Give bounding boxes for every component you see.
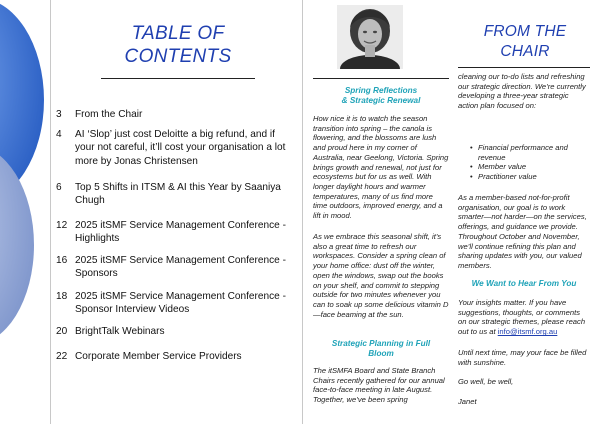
- toc-entry[interactable]: [56, 128, 292, 168]
- toc-entry-text: From the Chair: [75, 109, 143, 120]
- subheading-spring-reflections: [313, 86, 449, 106]
- strategic-focus-list: [458, 143, 590, 182]
- subheading-line: Strategic Planning in Full: [331, 339, 431, 348]
- list-item: • Financial performance and revenue: [458, 143, 590, 162]
- toc-entry-text: 2025 itSMF Service Management Conference - Sponsors: [75, 255, 286, 280]
- paragraph-sunshine: Until next time, may your face be filled with sunshine.: [458, 348, 587, 367]
- toc-divider: [101, 78, 255, 79]
- email-link[interactable]: info@itsmf.org.au: [497, 327, 558, 337]
- subheading-hear-from-you: We Want to Hear From You: [471, 279, 577, 288]
- toc-entry[interactable]: [56, 290, 292, 317]
- paragraph-strategic-plan: cleaning our to-do lists and refreshing our strategic direction. We’re currently developing a three-year strategic action plan focused on:: [458, 72, 586, 111]
- toc-page-number: 12: [56, 220, 68, 231]
- toc-entry[interactable]: [56, 181, 292, 208]
- toc-page-number: 3: [56, 109, 62, 120]
- toc-title-line1: TABLE OF: [131, 23, 225, 44]
- toc-entry[interactable]: [56, 254, 292, 281]
- page-margin-line: [50, 0, 51, 424]
- chair-title-line1: FROM THE: [483, 23, 567, 40]
- toc-title: [96, 22, 260, 68]
- chair-portrait-photo: [337, 5, 403, 69]
- toc-page-number: 20: [56, 326, 68, 337]
- paragraph-spring: How nice it is to watch the season transition into spring – the canola is flowering, and the blossoms are lush and proud here in my corner of Australia, near Geelong, Victoria. Spring brings growth and renewal, not just for ecosystems but for us as well. With longer daylight hours and warmer temperatures, many of us find more time outdoors, improved energy, and a lift in mood.: [313, 114, 449, 221]
- toc-entry-text: BrightTalk Webinars: [75, 326, 165, 337]
- subheading-line: Spring Reflections: [344, 86, 418, 95]
- paragraph-insights: [458, 298, 590, 337]
- toc-title-line2: CONTENTS: [124, 46, 232, 67]
- list-item: • Member value: [458, 162, 590, 172]
- paragraph-go-well: Go well, be well,: [458, 377, 514, 386]
- signature-name: Janet: [458, 397, 477, 406]
- chair-title: [460, 22, 590, 62]
- paragraph-board-meeting: The itSMFA Board and State Branch Chairs recently gathered for our annual face-to-face meeting in late August. Together, we’ve been spring: [313, 366, 445, 405]
- toc-page-number: 4: [56, 129, 62, 140]
- paragraph-insights-text: Your insights matter. If you have suggestions, thoughts, or comments on our strategic themes, please reach out to us at: [458, 298, 586, 337]
- decorative-circles-graphic: [0, 0, 60, 424]
- toc-page-number: 16: [56, 255, 68, 266]
- paragraph-member-organisation: As a member-based not-for-profit organisation, our goal is to work smarter—not harder—on the services, offerings, and guidance we provide. Throughout October and November, we’ll continue refining this plan and sharing updates with you, our valued members.: [458, 193, 587, 270]
- toc-page-number: 18: [56, 291, 68, 302]
- chair-title-divider: [458, 67, 590, 68]
- chair-title-line2: CHAIR: [500, 43, 550, 60]
- toc-page-number: 22: [56, 351, 68, 362]
- paragraph-workspace: As we embrace this seasonal shift, it’s also a great time to refresh our workspaces. Consider a spring clean of your home office: dust off the winter, open the windows, swap out the books on your shelf, and commit to stepping outside for two minutes whenever you can to soak up some delicious vitamin D—face beaming at the sun.: [313, 232, 449, 319]
- subheading-strategic-planning: [313, 339, 449, 359]
- page-fold-line: [302, 0, 303, 424]
- subheading-line: Bloom: [368, 349, 394, 358]
- toc-entry-text: Corporate Member Service Providers: [75, 351, 242, 362]
- photo-divider: [313, 78, 449, 79]
- toc-entry[interactable]: [56, 108, 292, 121]
- subheading-line: & Strategic Renewal: [341, 96, 421, 105]
- toc-entry-text: Top 5 Shifts in ITSM & AI this Year by Saaniya Chugh: [75, 182, 281, 207]
- toc-entry[interactable]: [56, 350, 292, 363]
- list-item: • Practitioner value: [458, 172, 590, 182]
- decorative-circles: [0, 0, 60, 424]
- toc-entry[interactable]: [56, 219, 292, 246]
- toc-entry-text: AI ‘Slop’ just cost Deloitte a big refund, and if your not careful, it’ll cost your organisation a lot more by Jonas Christensen: [75, 129, 286, 167]
- toc-page-number: 6: [56, 182, 62, 193]
- toc-entry[interactable]: [56, 325, 292, 338]
- toc-entry-text: 2025 itSMF Service Management Conference - Sponsor Interview Videos: [75, 291, 286, 316]
- toc-entry-text: 2025 itSMF Service Management Conference - Highlights: [75, 220, 286, 245]
